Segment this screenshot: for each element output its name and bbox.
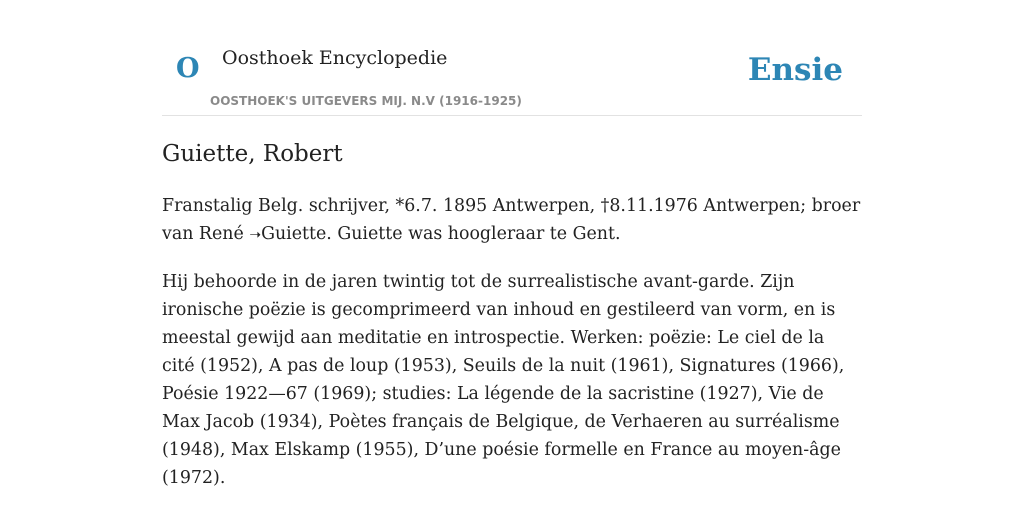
cross-reference-link[interactable] (249, 224, 326, 244)
entry-title: Guiette, Robert (162, 141, 343, 167)
site-logo[interactable]: O (176, 53, 200, 84)
cross-reference-label: Guiette (261, 224, 327, 244)
brand-link[interactable]: Ensie (747, 52, 843, 88)
entry-paragraph-1 (162, 192, 862, 249)
paragraph-1-text-end: . Guiette was hoogleraar te Gent. (326, 224, 621, 244)
arrow-right-icon: ➝ (249, 227, 262, 243)
site-header (162, 36, 862, 116)
publisher-subtitle: OOSTHOEK'S UITGEVERS MIJ. N.V (1916-1925) (210, 94, 522, 108)
entry-content (162, 192, 862, 511)
paragraph-1-text: Franstalig Belg. schrijver, *6.7. 1895 Antwerpen, †8.11.1976 Antwerpen; broer van René (162, 196, 861, 244)
site-title[interactable]: Oosthoek Encyclopedie (222, 47, 448, 69)
entry-paragraph-2: Hij behoorde in de jaren twintig tot de surrealistische avant-garde. Zijn ironische poëzie is gecomprimeerd van inhoud en gestileerd van vorm, en is meestal gewijd aan meditatie en introspectie. Werken: poëzie: Le ciel de la cité (1952), A pas de loup (1953), Seuils de la nuit (1961), Signatures (1966), Poésie 1922—67 (1969); studies: La légende de la sacristine (1927), Vie de Max Jacob (1934), Poètes français de Belgique, de Verhaeren au surréalisme (1948), Max Elskamp (1955), D’une poésie formelle en France au moyen-âge (1972). (162, 272, 845, 488)
